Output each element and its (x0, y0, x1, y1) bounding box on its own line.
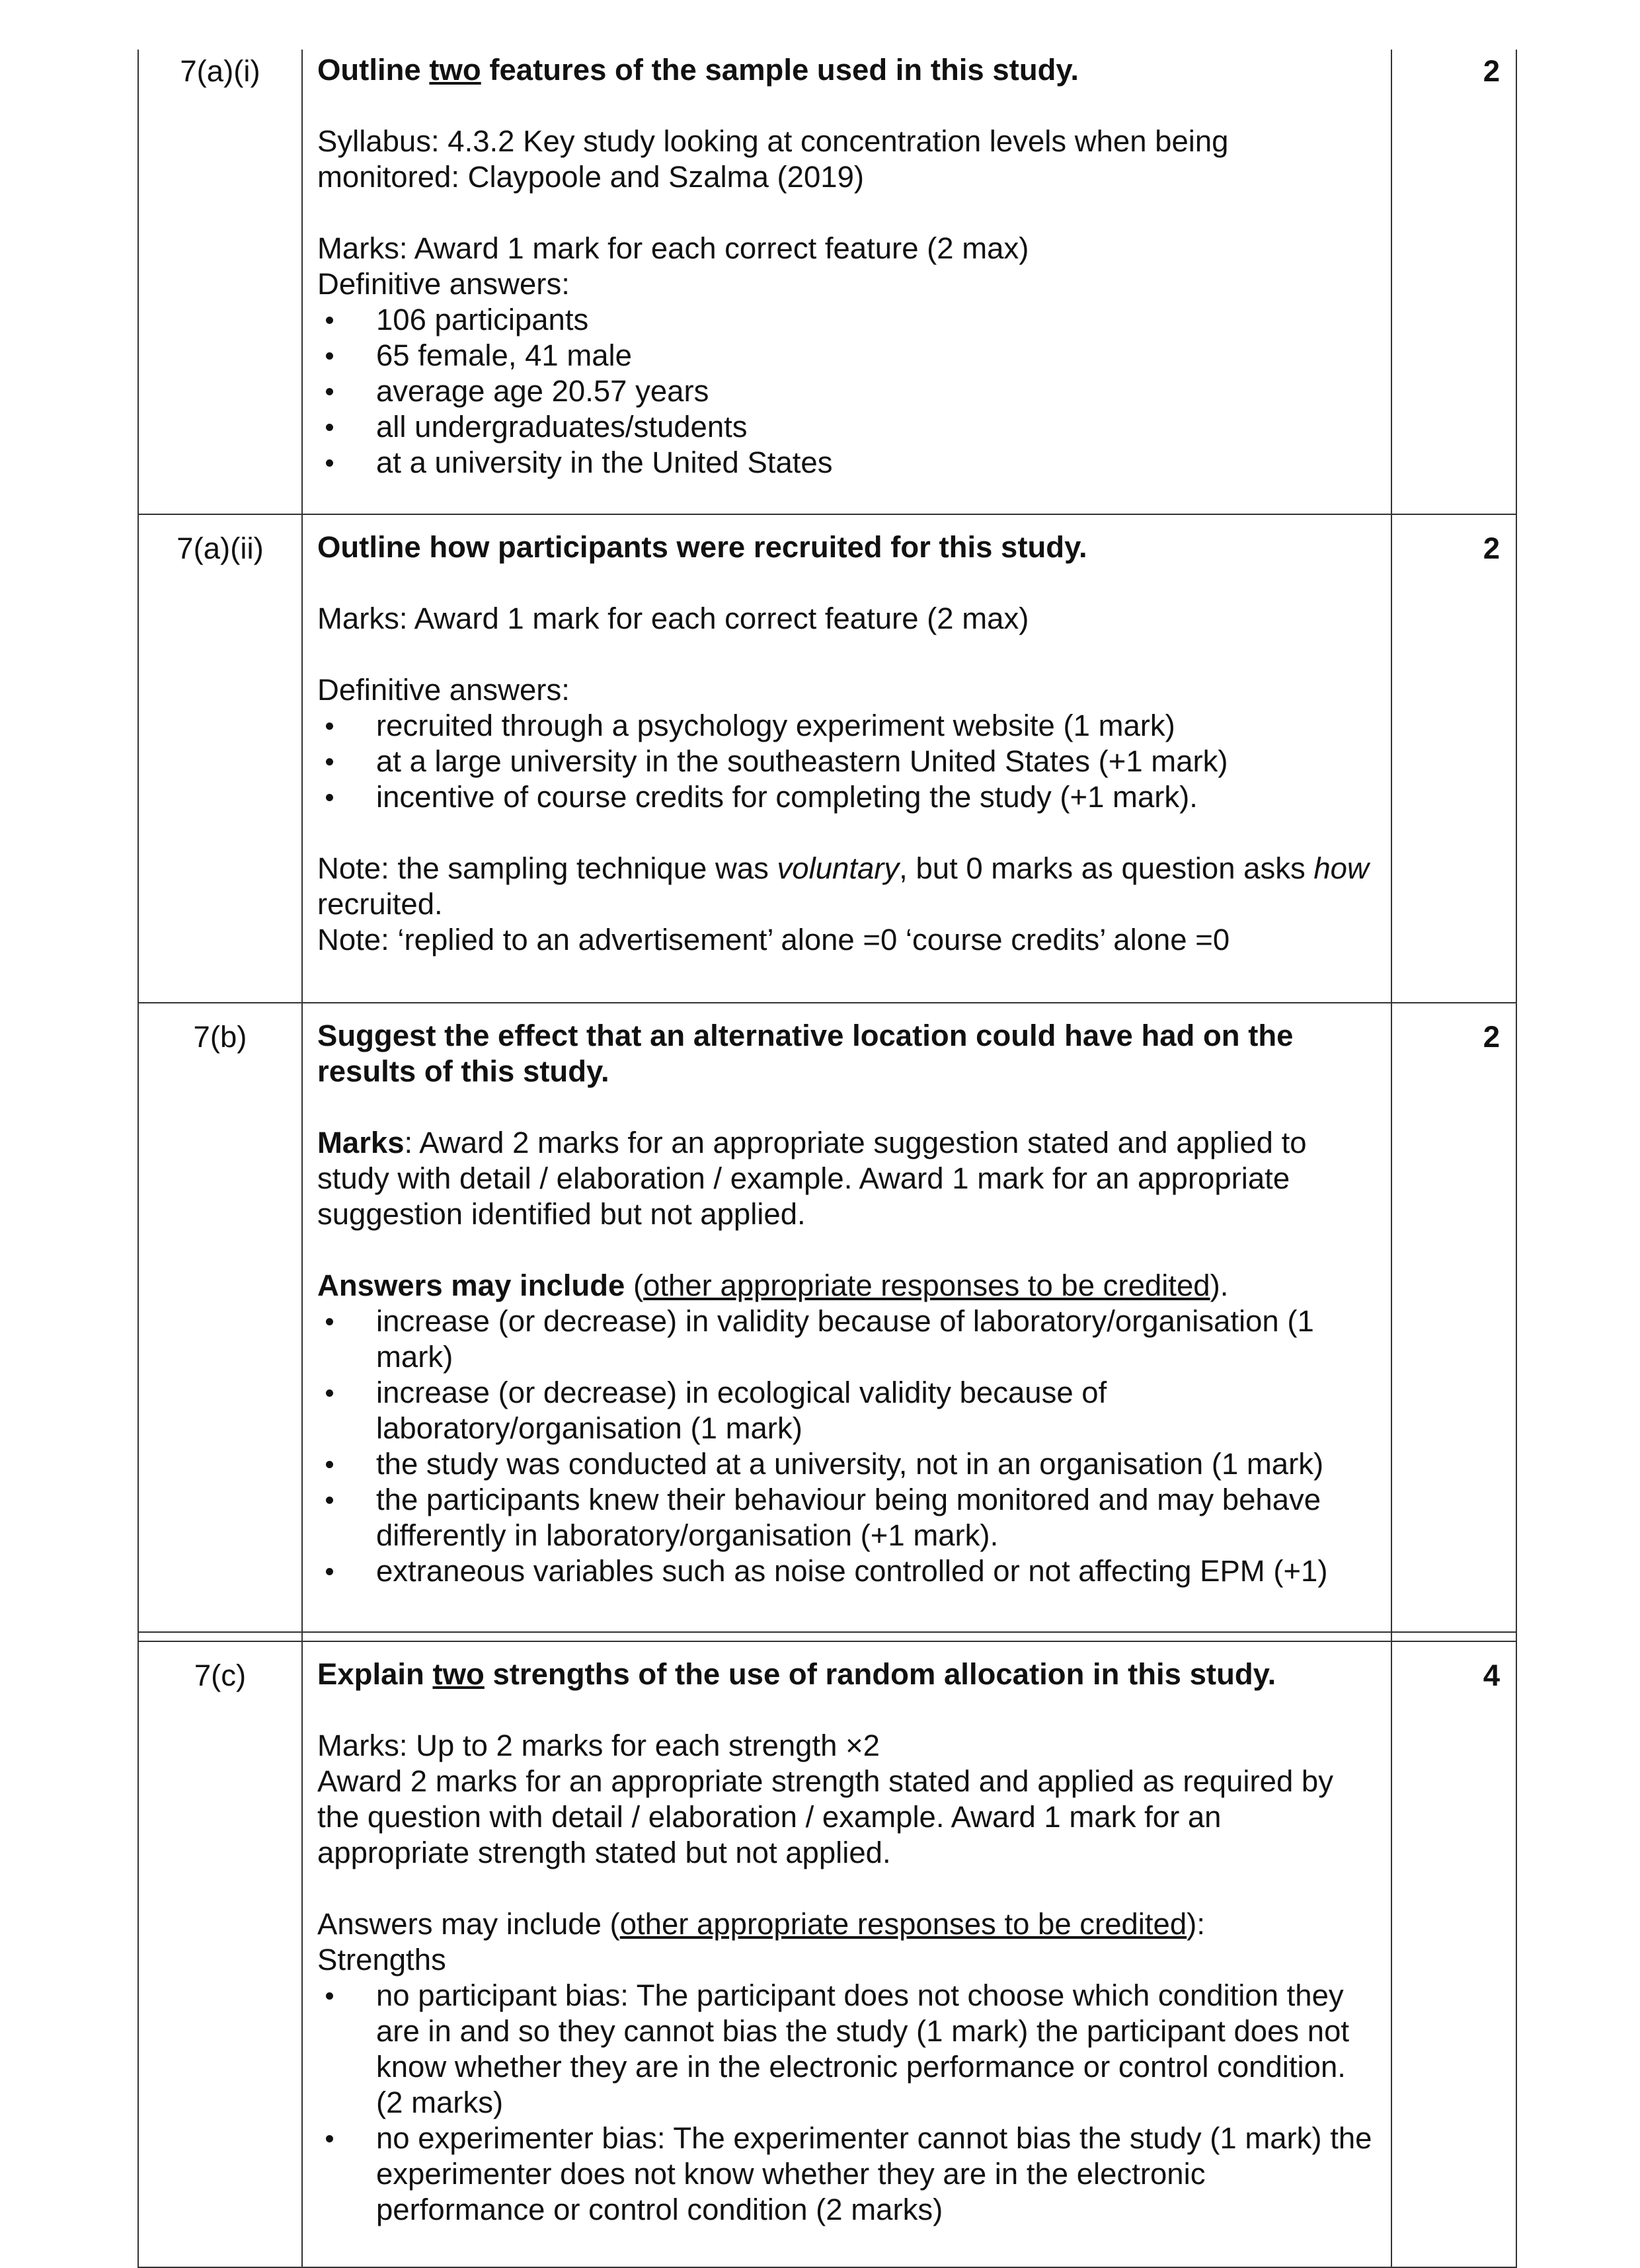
question-text: Suggest the effect that an alternative location could have had on the results of this study. (317, 1019, 1294, 1088)
marks-value: 2 (1483, 1020, 1500, 1054)
marks-value: 4 (1483, 1659, 1500, 1692)
question-text: Explain two strengths of the use of random allocation in this study. (317, 1657, 1276, 1691)
question-number: 7(b) (193, 1020, 247, 1054)
marks-rule: Award 2 marks for an appropriate strength stated and applied as required by the question with detail / elaboration / example. Award 1 mark for an appropriate strength stated but not applied. (317, 1764, 1333, 1869)
list-item: the participants knew their behaviour being monitored and may behave differently in laboratory/organisation (+1 mark). (317, 1482, 1376, 1553)
table-row (138, 50, 1516, 514)
list-item: average age 20.57 years (317, 373, 1376, 409)
answers-heading: Definitive answers: (317, 673, 570, 707)
note: Note: the sampling technique was voluntary, but 0 marks as question asks how recruited. (317, 851, 1369, 921)
list-item: incentive of course credits for completing the study (+1 mark). (317, 779, 1376, 815)
answer-list (317, 1978, 1376, 2228)
marks-rule: Marks: Award 1 mark for each correct feature (2 max) (317, 602, 1029, 635)
list-item: increase (or decrease) in validity because of laboratory/organisation (1 mark) (317, 1304, 1376, 1375)
marks-value: 2 (1483, 531, 1500, 565)
question-body-cell (302, 1641, 1391, 2267)
marks-cell (1391, 1003, 1516, 1632)
marks-rule: Marks: Award 1 mark for each correct feature (2 max) (317, 231, 1029, 265)
list-item: extraneous variables such as noise controlled or not affecting EPM (+1) (317, 1553, 1376, 1589)
table-divider (138, 1632, 1516, 1641)
marks-cell (1391, 50, 1516, 514)
question-number-cell (138, 514, 302, 1003)
marks-value: 2 (1483, 54, 1500, 88)
syllabus-reference: Syllabus: 4.3.2 Key study looking at concentration levels when being monitored: Claypoole and Szalma (2019) (317, 124, 1229, 194)
question-body-cell (302, 50, 1391, 514)
list-item: no experimenter bias: The experimenter cannot bias the study (1 mark) the experimenter does not know whether they are in the electronic performance or control condition (2 marks) (317, 2121, 1376, 2228)
marks-cell (1391, 1641, 1516, 2267)
table-row (138, 1003, 1516, 1632)
list-item: 106 participants (317, 302, 1376, 338)
answer-list (317, 302, 1376, 481)
answers-heading: Definitive answers: (317, 267, 570, 301)
answers-heading: Answers may include (other appropriate responses to be credited): (317, 1907, 1205, 1941)
question-number: 7(a)(ii) (176, 531, 264, 565)
list-item: at a large university in the southeastern United States (+1 mark) (317, 744, 1376, 779)
list-item: the study was conducted at a university, not in an organisation (1 mark) (317, 1446, 1376, 1482)
answer-list (317, 1304, 1376, 1589)
marks-rule: Marks: Award 2 marks for an appropriate suggestion stated and applied to study with detail / elaboration / example. Award 1 mark for an appropriate suggestion identified but not applied. (317, 1126, 1307, 1231)
answer-list (317, 708, 1376, 815)
list-item: all undergraduates/students (317, 409, 1376, 445)
table-row (138, 1641, 1516, 2267)
marks-rule: Marks: Up to 2 marks for each strength ×2 (317, 1729, 880, 1762)
question-text: Outline two features of the sample used in this study. (317, 53, 1079, 87)
list-item: at a university in the United States (317, 445, 1376, 481)
list-item: increase (or decrease) in ecological validity because of laboratory/organisation (1 mark) (317, 1375, 1376, 1446)
question-number-cell (138, 1003, 302, 1632)
question-number-cell (138, 1641, 302, 2267)
strengths-heading: Strengths (317, 1943, 446, 1976)
mark-scheme-table (137, 50, 1517, 2268)
question-number-cell (138, 50, 302, 514)
marks-cell (1391, 514, 1516, 1003)
answers-heading: Answers may include (other appropriate responses to be credited). (317, 1269, 1229, 1302)
note: Note: ‘replied to an advertisement’ alone =0 ‘course credits’ alone =0 (317, 923, 1230, 957)
question-number: 7(a)(i) (180, 54, 260, 88)
list-item: recruited through a psychology experiment website (1 mark) (317, 708, 1376, 744)
list-item: 65 female, 41 male (317, 338, 1376, 373)
question-number: 7(c) (194, 1659, 247, 1692)
question-body-cell (302, 514, 1391, 1003)
table-row (138, 514, 1516, 1003)
question-body-cell (302, 1003, 1391, 1632)
list-item: no participant bias: The participant does not choose which condition they are in and so they cannot bias the study (1 mark) the participant does not know whether they are in the electronic performance or control condition. (2 marks) (317, 1978, 1376, 2121)
question-text: Outline how participants were recruited for this study. (317, 530, 1087, 564)
